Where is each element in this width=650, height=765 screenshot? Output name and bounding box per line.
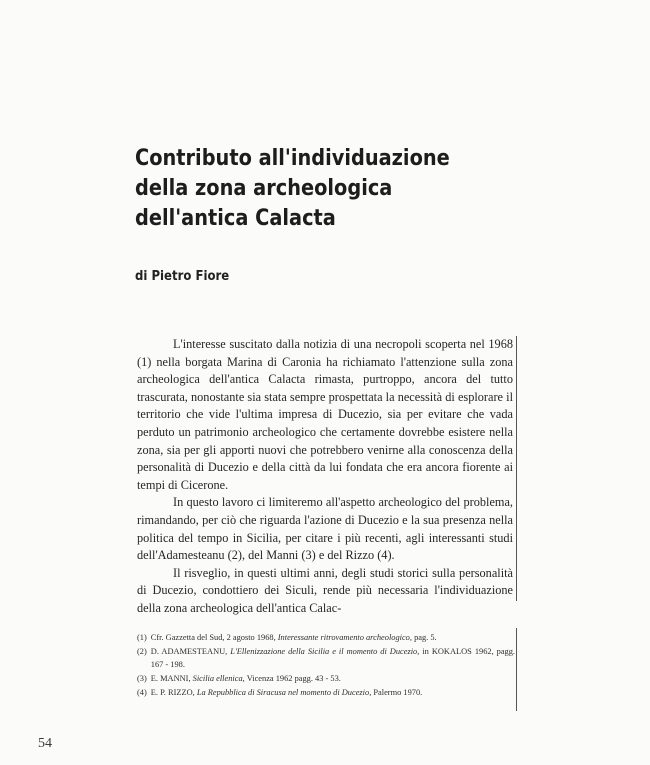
- margin-rule: [516, 336, 517, 601]
- footnotes: [137, 631, 515, 700]
- title-line: dell'antica Calacta: [135, 205, 336, 231]
- body-paragraph: Il risveglio, in questi ultimi anni, degli studi storici sulla personalità di Ducezio, condottiero dei Siculi, rende più necessaria l'individuazione della zona archeologica dell'antica Calac-: [137, 565, 513, 615]
- margin-rule: [516, 628, 517, 711]
- footnote-text: Vicenza 1962 pagg. 43 - 53.: [246, 674, 341, 684]
- article-body: [137, 336, 513, 618]
- footnote-number: (2): [137, 646, 147, 656]
- footnote-number: (3): [137, 674, 147, 684]
- footnote-number: (1): [137, 633, 147, 642]
- footnote-title: La Repubblica di Siracusa nel momento di Ducezio,: [196, 687, 372, 697]
- footnote-title: Sicilia ellenica,: [192, 674, 245, 684]
- footnote-text: Cfr. Gazzetta del Sud, 2 agosto 1968,: [150, 633, 276, 642]
- title-line: Contributo all'individuazione: [135, 145, 450, 171]
- footnote-text: pag. 5.: [414, 633, 437, 642]
- author-byline: di Pietro Fiore: [135, 269, 230, 284]
- footnote: [137, 645, 515, 672]
- footnote-number: (4): [137, 687, 147, 697]
- body-paragraph: L'interesse suscitato dalla notizia di una necropoli scoperta nel 1968 (1) nella borgata Marina di Caronia ha richiamato l'attenzione sulla zona archeologica dell'antica Calacta rimasta, purtroppo, ancora del tutto trascurata, nonostante sia stata sempre prospettata la necessità di esplorare il territorio che vide l'ultima impresa di Ducezio, sia per evitare che vada perduto un patrimonio archeologico che certamente dovrebbe esistere nella zona, sia per gli apporti nuovi che potrebbero venirne alla conoscenza della personalità di Ducezio e della città da lui fondata che era ancora fiorente ai tempi di Cicerone.: [137, 337, 513, 492]
- footnote: [137, 686, 515, 700]
- footnote-title: L'Ellenizzazione della Sicilia e il momento di Ducezio,: [230, 646, 420, 656]
- footnote-text: E. MANNI,: [150, 674, 191, 684]
- footnote-text: E. P. RIZZO,: [150, 687, 195, 697]
- footnote-text: D. ADAMESTEANU,: [150, 646, 228, 656]
- title-line: della zona archeologica: [135, 175, 393, 201]
- footnote: [137, 631, 515, 645]
- article-title: [135, 143, 496, 233]
- footnote-text: Palermo 1970.: [373, 687, 423, 697]
- footnote-text: in KOKALOS 1962, pagg. 167 - 198.: [150, 646, 516, 670]
- footnote-title: Interessante ritrovamento archeologico,: [277, 633, 412, 642]
- body-paragraph: In questo lavoro ci limiteremo all'aspetto archeologico del problema, rimandando, per ciò che riguarda l'azione di Ducezio e la sua presenza nella politica del tempo in Sicilia, per citare i più recenti, agli interessanti studi dell'Adamesteanu (2), del Manni (3) e del Rizzo (4).: [137, 495, 513, 563]
- page-number: 54: [38, 736, 52, 751]
- footnote: [137, 672, 515, 686]
